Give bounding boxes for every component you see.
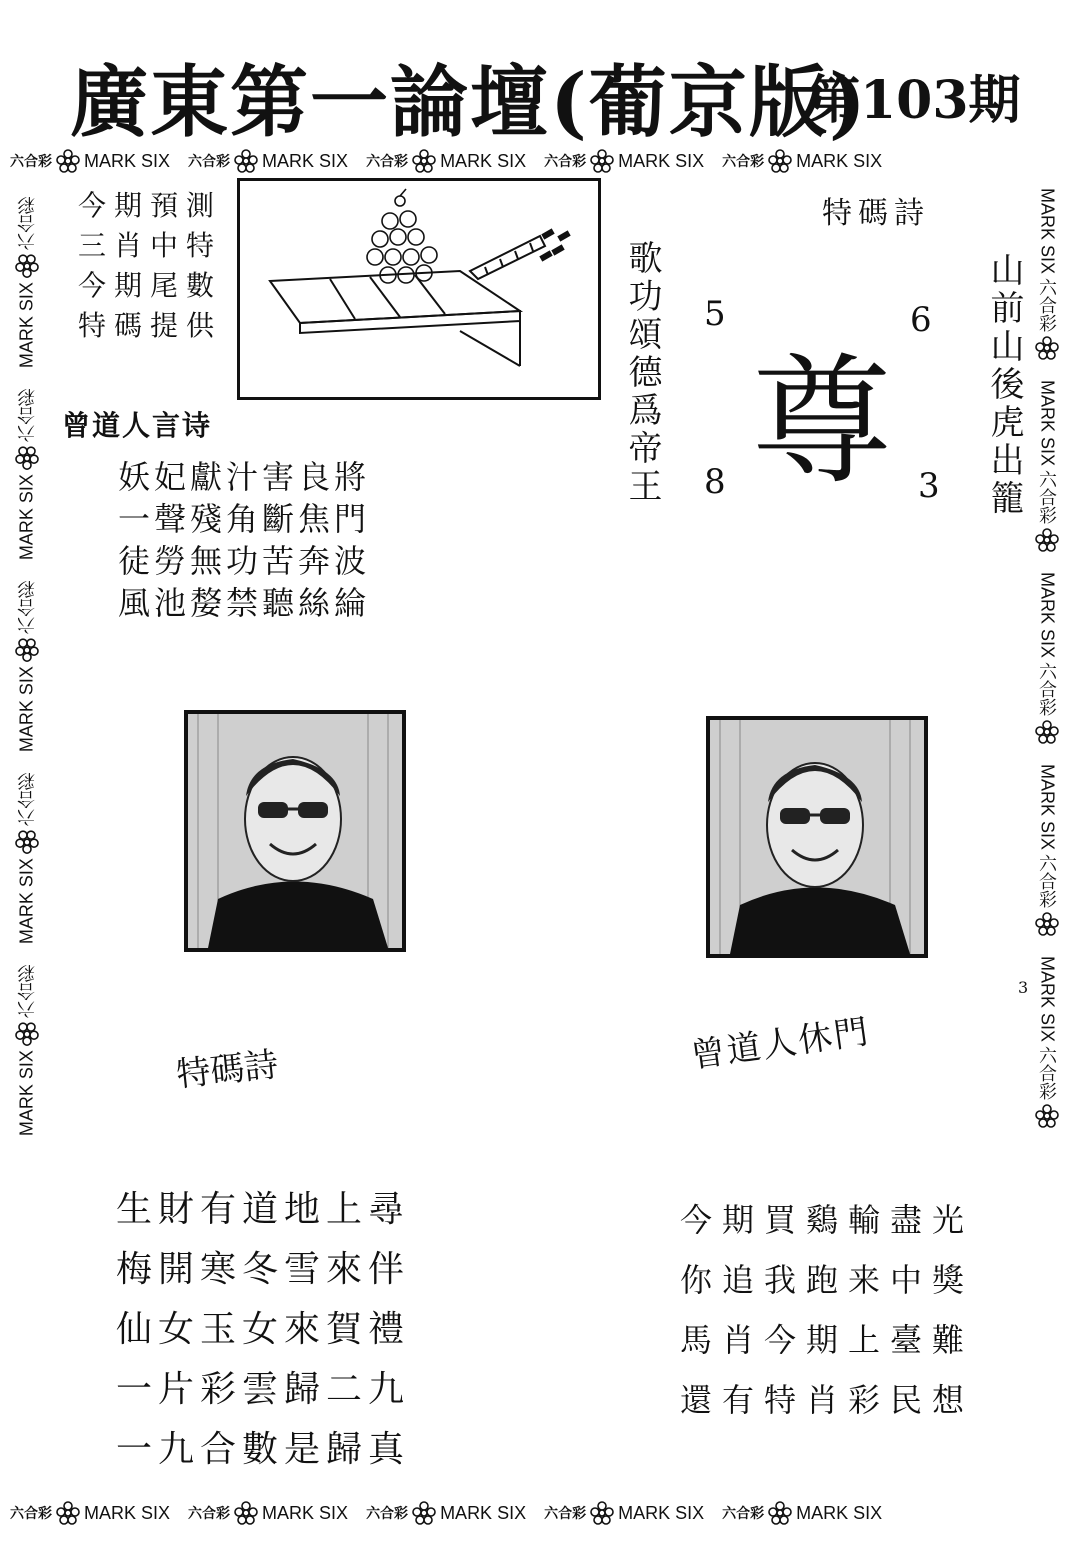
poem-line: 馬肖今期上臺難 bbox=[680, 1321, 975, 1359]
brand-cn: 六合彩 bbox=[722, 153, 765, 169]
poem-line: 一聲殘角斷焦門 bbox=[118, 500, 371, 538]
flower-logo-icon bbox=[15, 446, 39, 470]
page-title: 廣東第一論壇(葡京版) bbox=[70, 57, 868, 148]
brand-en: MARK SIX bbox=[262, 150, 349, 171]
poem-line: 仙女玉女來賀禮 bbox=[116, 1309, 411, 1350]
brand-cn: 六合彩 bbox=[1037, 854, 1057, 909]
prediction-line: 三肖中特 bbox=[78, 229, 223, 262]
number-top-right: 6 bbox=[910, 300, 932, 340]
flower-logo-icon bbox=[56, 149, 80, 173]
flower-logo-icon bbox=[15, 1022, 39, 1046]
flower-logo-icon bbox=[1035, 528, 1059, 552]
brand-en: MARK SIX bbox=[440, 1502, 527, 1523]
prediction-line: 今期尾數 bbox=[78, 269, 223, 302]
poem-line: 妖妃獻汁害良將 bbox=[118, 458, 371, 496]
portrait-photo-left bbox=[184, 710, 406, 952]
stray-mark: 3 bbox=[1018, 978, 1029, 997]
brand-en: MARK SIX bbox=[796, 150, 883, 171]
portrait-figure bbox=[188, 714, 402, 948]
brand-cn: 六合彩 bbox=[10, 153, 52, 169]
brand-en: MARK SIX bbox=[262, 1502, 349, 1523]
brand-cn: 六合彩 bbox=[188, 153, 231, 169]
number-top-left: 5 bbox=[704, 294, 726, 334]
brand-en: MARK SIX bbox=[1037, 956, 1058, 1043]
brand-en: MARK SIX bbox=[796, 1502, 883, 1523]
poem-line: 徒勞無功苦奔波 bbox=[118, 542, 371, 580]
brand-strip-top bbox=[10, 146, 1070, 176]
prediction-line: 今期預測 bbox=[78, 189, 223, 222]
prediction-block bbox=[78, 186, 222, 346]
bottom-left-poem bbox=[116, 1180, 410, 1480]
brand-cn: 六合彩 bbox=[1037, 470, 1057, 525]
brand-en: MARK SIX bbox=[1037, 380, 1058, 467]
flower-logo-icon bbox=[1035, 1104, 1059, 1128]
brand-en: MARK SIX bbox=[16, 858, 37, 945]
issue-number: 第103期 bbox=[808, 70, 1021, 131]
portrait-photo-right bbox=[706, 716, 928, 958]
flower-logo-icon bbox=[1035, 720, 1059, 744]
flower-logo-icon bbox=[590, 1501, 614, 1525]
brand-en: MARK SIX bbox=[16, 474, 37, 561]
brand-strip-left bbox=[14, 182, 44, 1482]
brand-cn: 六合彩 bbox=[544, 1505, 587, 1521]
brand-cn: 六合彩 bbox=[366, 153, 409, 169]
flower-logo-icon bbox=[15, 830, 39, 854]
brand-en: MARK SIX bbox=[618, 1502, 705, 1523]
flower-logo-icon bbox=[15, 254, 39, 278]
brand-cn: 六合彩 bbox=[17, 580, 37, 635]
number-bottom-left: 8 bbox=[704, 462, 726, 502]
illustration-box bbox=[237, 178, 601, 400]
number-bottom-right: 3 bbox=[918, 466, 940, 506]
portrait-figure bbox=[710, 720, 924, 954]
brand-cn: 六合彩 bbox=[17, 964, 37, 1019]
brand-en: MARK SIX bbox=[84, 150, 171, 171]
brand-en: MARK SIX bbox=[440, 150, 527, 171]
brand-cn: 六合彩 bbox=[1037, 278, 1057, 333]
table-coins-illustration bbox=[240, 181, 592, 391]
brand-cn: 六合彩 bbox=[1037, 662, 1057, 717]
flower-logo-icon bbox=[1035, 912, 1059, 936]
special-poem-left-column: 歌功頌德爲帝王 bbox=[622, 240, 662, 506]
poem-line: 風池嫠禁聽絲綸 bbox=[118, 584, 371, 622]
brand-strip-right bbox=[1034, 188, 1064, 1488]
poem-line: 還有特肖彩民想 bbox=[680, 1381, 975, 1419]
brand-cn: 六合彩 bbox=[17, 772, 37, 827]
flower-logo-icon bbox=[234, 1501, 258, 1525]
special-poem-right-column: 山前山後虎出籠 bbox=[984, 252, 1024, 518]
brand-en: MARK SIX bbox=[1037, 188, 1058, 275]
poem-line: 你追我跑来中獎 bbox=[680, 1261, 975, 1299]
brand-cn: 六合彩 bbox=[17, 196, 37, 250]
special-poem-title: 特碼詩 bbox=[822, 196, 930, 231]
brand-cn: 六合彩 bbox=[366, 1505, 409, 1521]
bottom-right-title: 曾道人休門 bbox=[688, 1011, 873, 1077]
poem-line: 一片彩雲歸二九 bbox=[116, 1369, 411, 1410]
brand-en: MARK SIX bbox=[16, 282, 37, 369]
flower-logo-icon bbox=[768, 149, 792, 173]
flower-logo-icon bbox=[15, 638, 39, 662]
brand-strip-bottom bbox=[10, 1498, 1070, 1528]
poem-line: 今期買鷄輸盡光 bbox=[680, 1201, 975, 1239]
brand-cn: 六合彩 bbox=[10, 1505, 52, 1521]
brand-cn: 六合彩 bbox=[17, 388, 37, 443]
flower-logo-icon bbox=[768, 1501, 792, 1525]
bottom-left-title: 特碼詩 bbox=[174, 1044, 281, 1096]
bottom-right-poem bbox=[680, 1190, 974, 1430]
brand-en: MARK SIX bbox=[84, 1502, 171, 1523]
flower-logo-icon bbox=[412, 149, 436, 173]
speech-poem bbox=[118, 456, 370, 624]
center-character: 尊 bbox=[752, 341, 893, 504]
brand-cn: 六合彩 bbox=[544, 153, 587, 169]
brand-en: MARK SIX bbox=[16, 666, 37, 753]
flower-logo-icon bbox=[56, 1501, 80, 1525]
prediction-line: 特碼提供 bbox=[78, 309, 223, 342]
speech-poem-title: 曾道人言诗 bbox=[62, 409, 213, 442]
flower-logo-icon bbox=[234, 149, 258, 173]
flower-logo-icon bbox=[1035, 336, 1059, 360]
brand-en: MARK SIX bbox=[618, 150, 705, 171]
brand-en: MARK SIX bbox=[1037, 572, 1058, 659]
brand-en: MARK SIX bbox=[16, 1050, 37, 1137]
flower-logo-icon bbox=[412, 1501, 436, 1525]
poem-line: 生財有道地上尋 bbox=[116, 1189, 411, 1230]
poem-line: 一九合數是歸真 bbox=[116, 1429, 411, 1470]
brand-cn: 六合彩 bbox=[722, 1505, 765, 1521]
brand-cn: 六合彩 bbox=[188, 1505, 231, 1521]
flower-logo-icon bbox=[590, 149, 614, 173]
poem-line: 梅開寒冬雪來伴 bbox=[116, 1249, 411, 1290]
brand-cn: 六合彩 bbox=[1037, 1046, 1057, 1101]
brand-en: MARK SIX bbox=[1037, 764, 1058, 851]
